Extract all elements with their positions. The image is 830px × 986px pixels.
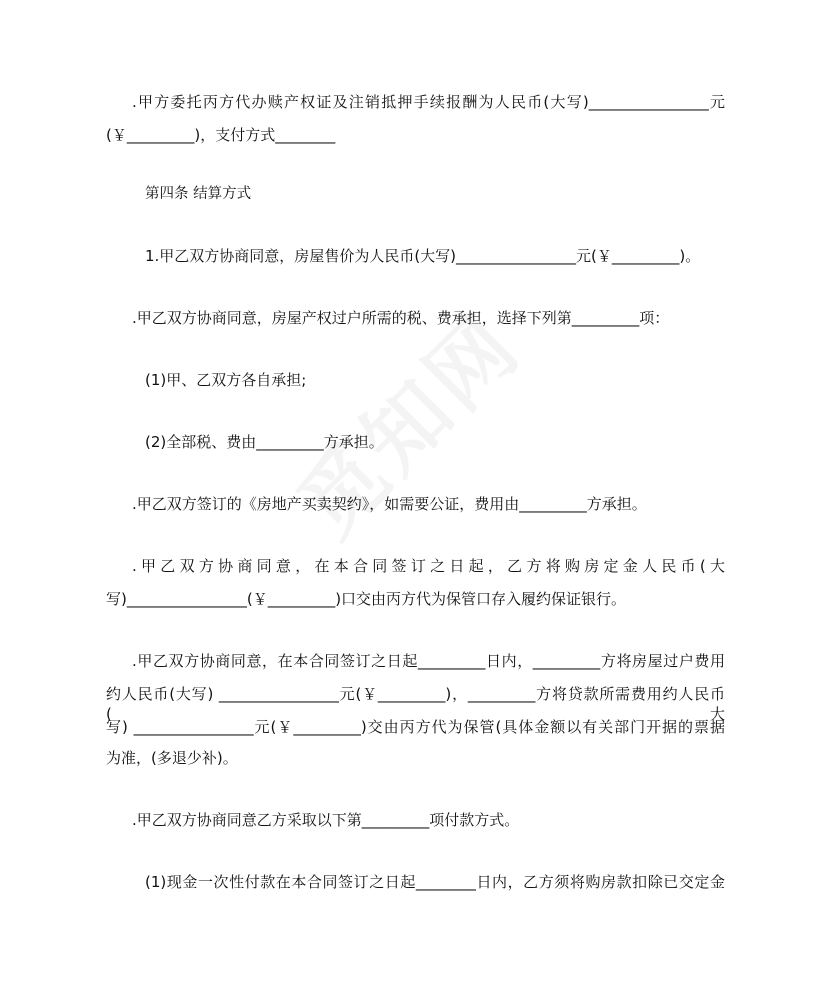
- text-line-10: 写)________________(￥_________)口交由丙方代为保管口存入履约保证银行。: [106, 590, 627, 608]
- text-line-11: .甲乙双方协商同意，在本合同签订之日起_________日内，_________方将房屋过户费用: [132, 652, 725, 670]
- text-line-1: .甲方委托丙方代办赎产权证及注销抵押手续报酬为人民币(大写)________________元: [132, 93, 725, 111]
- text-line-7: (2)全部税、费由_________方承担。: [145, 433, 384, 451]
- text-line-6: (1)甲、乙双方各自承担;: [145, 371, 307, 389]
- section-heading: 第四条 结算方式: [145, 186, 252, 202]
- text-line-8: .甲乙双方签订的《房地产买卖契约》，如需要公证，费用由_________方承担。: [132, 495, 647, 513]
- text-line-12: 约人民币(大写) ________________元(￥_________)，_________方将贷款所需费用约人民币(大: [106, 685, 725, 723]
- text-line-9: .甲乙双方协商同意，在本合同签订之日起，乙方将购房定金人民币(大: [132, 557, 725, 575]
- text-line-16: (1)现金一次性付款在本合同签订之日起________日内，乙方须将购房款扣除已交定金: [145, 873, 725, 891]
- text-line-14: 为准，(多退少补)。: [106, 749, 238, 767]
- text-line-5: .甲乙双方协商同意，房屋产权过户所需的税、费承担，选择下列第_________项：: [132, 309, 670, 327]
- text-line-2: (￥_________)，支付方式________: [106, 126, 336, 144]
- text-line-4: 1.甲乙双方协商同意，房屋售价为人民币(大写)________________元(￥_________)。: [145, 247, 701, 265]
- text-line-15: .甲乙双方协商同意乙方采取以下第_________项付款方式。: [132, 811, 520, 829]
- text-line-13: 写) ________________元(￥_________)交由丙方代为保管(具体金额以有关部门开据的票据: [106, 718, 725, 736]
